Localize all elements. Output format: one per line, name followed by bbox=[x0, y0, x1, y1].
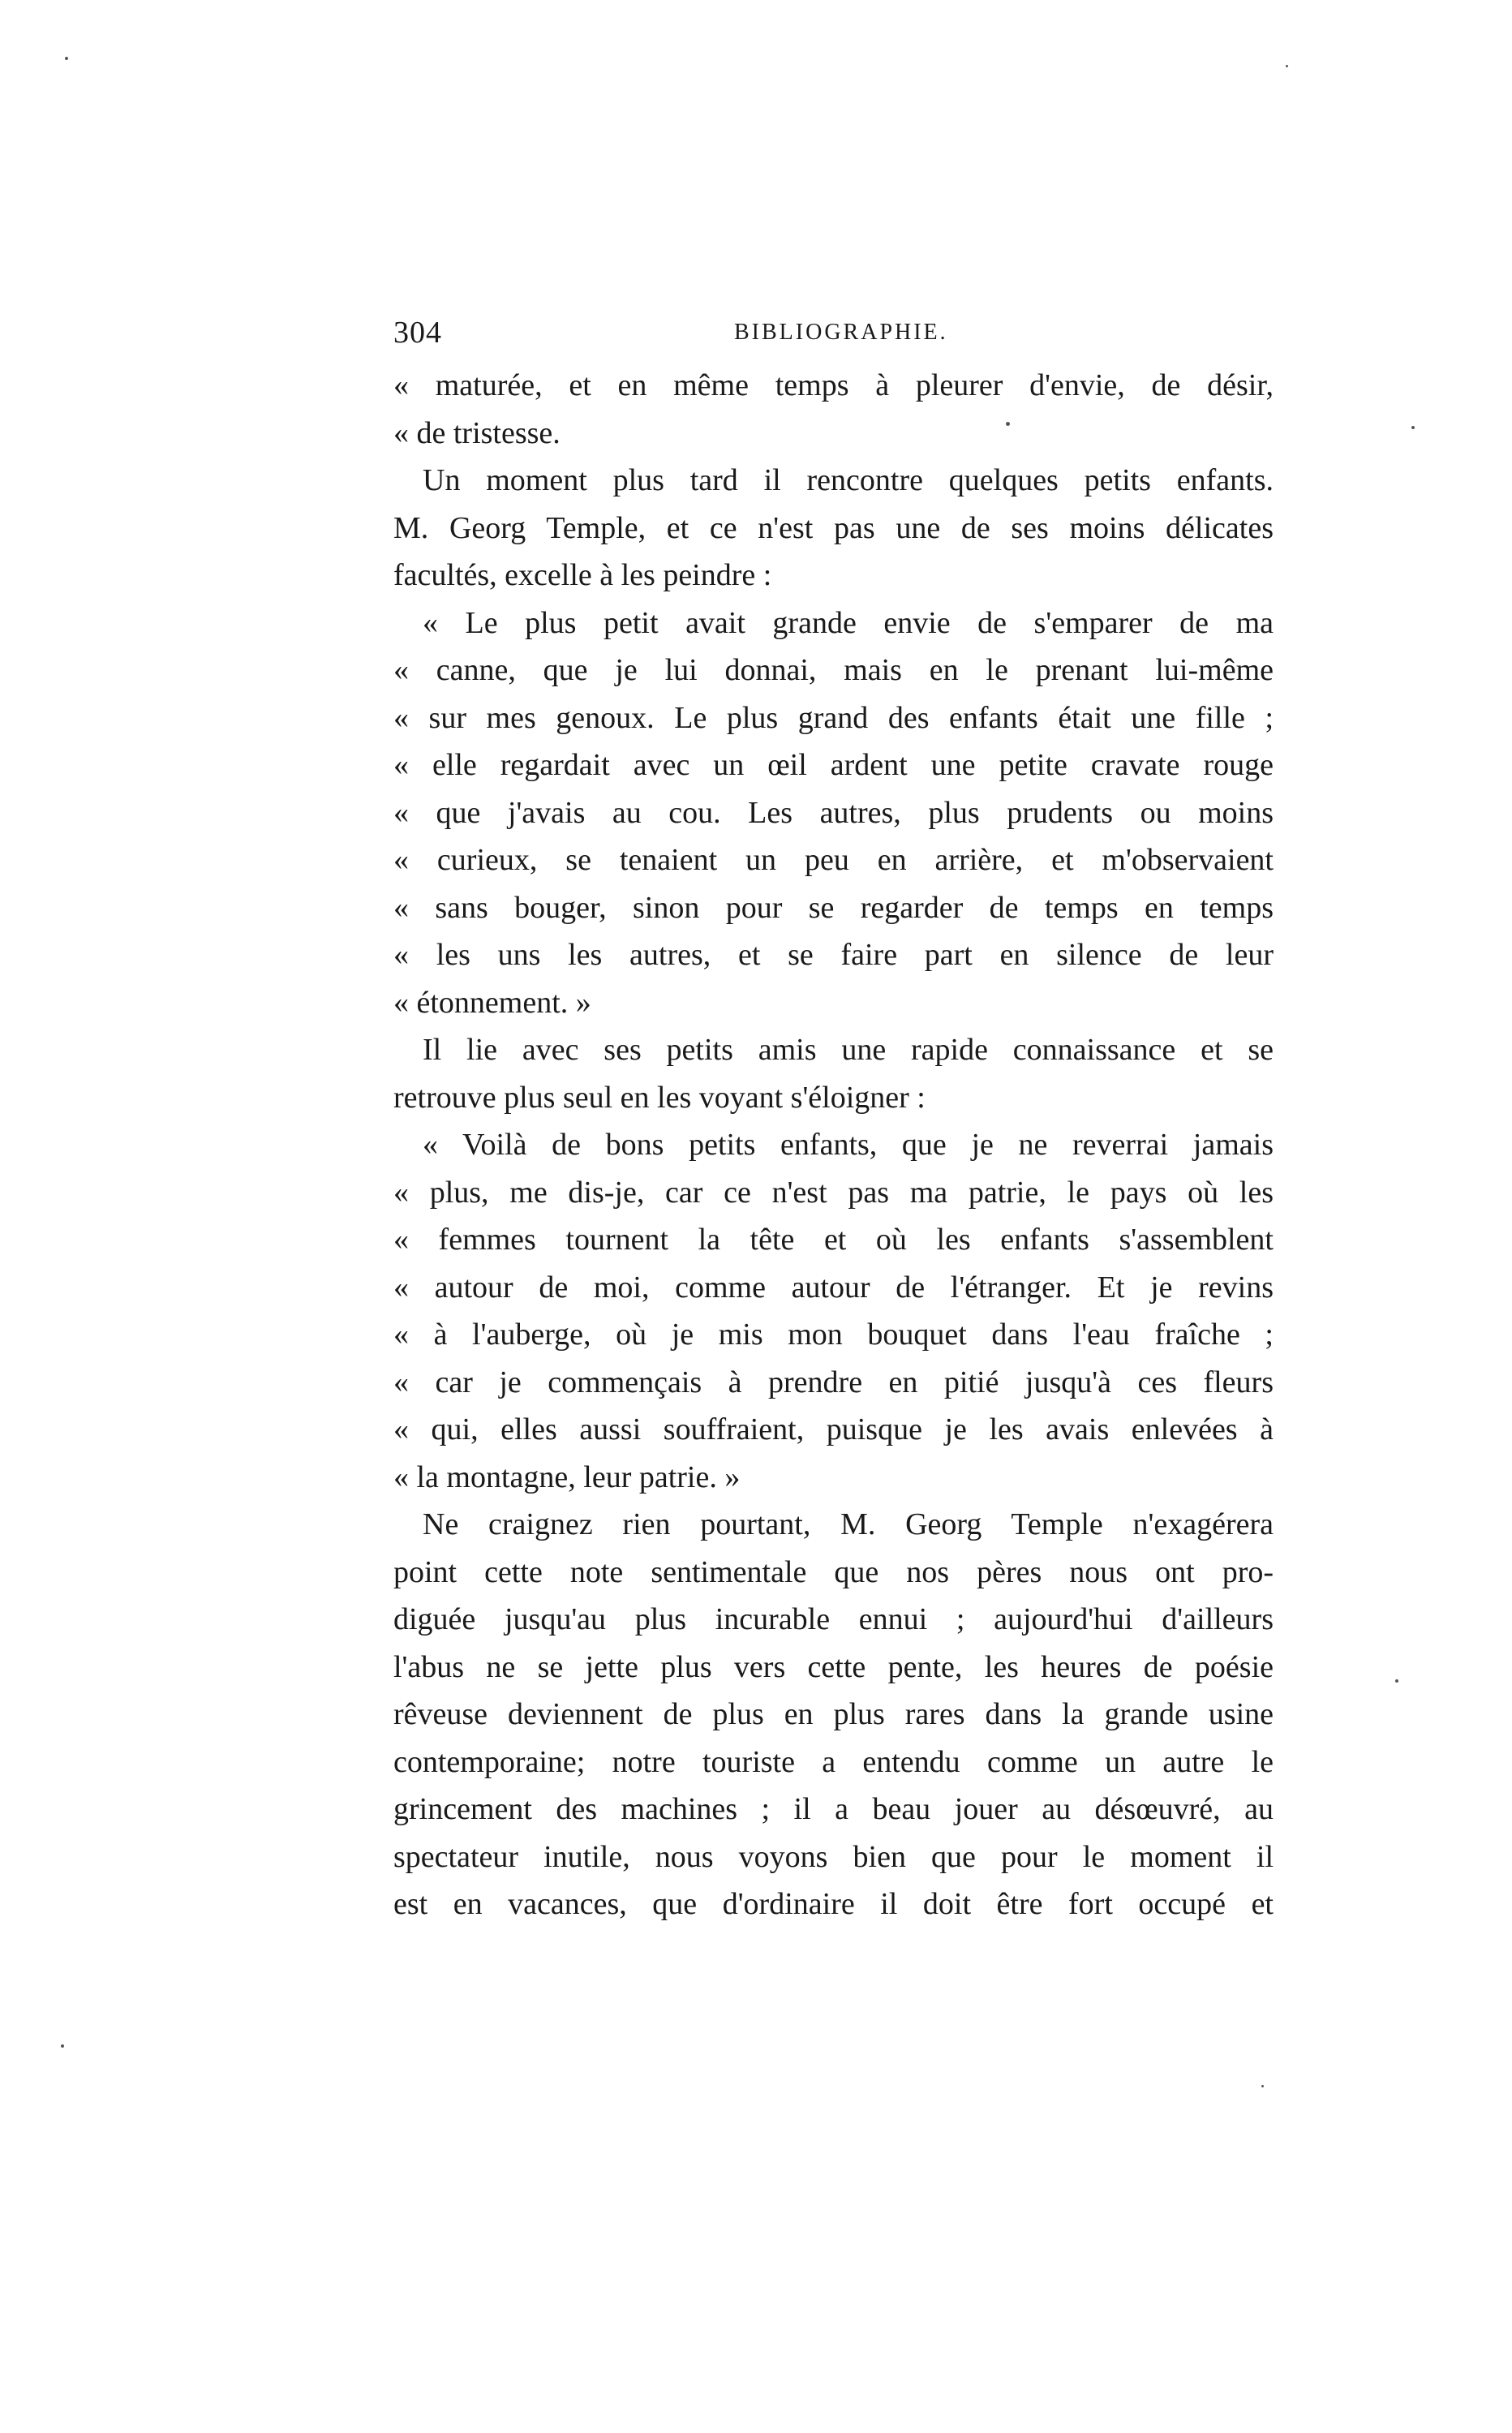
text-line: contemporaine; notre touriste a entendu comme un autre le bbox=[393, 1744, 1274, 1779]
scan-speck bbox=[1286, 65, 1288, 67]
text-line: « plus, me dis-je, car ce n'est pas ma patrie, le pays où les bbox=[393, 1175, 1274, 1210]
text-line: « sur mes genoux. Le plus grand des enfants était une fille ; bbox=[393, 700, 1274, 735]
text-line: « maturée, et en même temps à pleurer d'envie, de désir, bbox=[393, 368, 1274, 402]
text-line: « canne, que je lui donnai, mais en le prenant lui-même bbox=[393, 653, 1274, 687]
page-number: 304 bbox=[393, 316, 442, 350]
text-line: diguée jusqu'au plus incurable ennui ; aujourd'hui d'ailleurs bbox=[393, 1602, 1274, 1636]
text-line: spectateur inutile, nous voyons bien que pour le moment il bbox=[393, 1839, 1274, 1874]
scan-speck bbox=[1411, 426, 1415, 429]
text-line: « Le plus petit avait grande envie de s'emparer de ma bbox=[423, 605, 1274, 640]
text-line: grincement des machines ; il a beau jouer au désœuvré, au bbox=[393, 1792, 1274, 1826]
text-line: « Voilà de bons petits enfants, que je ne reverrai jamais bbox=[423, 1128, 1274, 1162]
text-line: point cette note sentimentale que nos pères nous ont pro- bbox=[393, 1554, 1274, 1589]
scan-speck bbox=[1261, 2085, 1264, 2087]
text-line: « qui, elles aussi souffraient, puisque je les avais enlevées à bbox=[393, 1412, 1274, 1446]
text-line: « à l'auberge, où je mis mon bouquet dans l'eau fraîche ; bbox=[393, 1318, 1274, 1352]
scan-speck bbox=[61, 2044, 64, 2048]
text-line: « femmes tournent la tête et où les enfants s'assemblent bbox=[393, 1223, 1274, 1257]
text-line: rêveuse deviennent de plus en plus rares dans la grande usine bbox=[393, 1697, 1274, 1731]
text-line: « les uns les autres, et se faire part en silence de leur bbox=[393, 938, 1274, 972]
text-line: l'abus ne se jette plus vers cette pente, les heures de poésie bbox=[393, 1649, 1274, 1684]
text-line: Un moment plus tard il rencontre quelques petits enfants. bbox=[423, 463, 1274, 497]
text-line: Il lie avec ses petits amis une rapide connaissance et se bbox=[423, 1033, 1274, 1067]
text-line: est en vacances, que d'ordinaire il doit être fort occupé et bbox=[393, 1887, 1274, 1921]
running-title: BIBLIOGRAPHIE. bbox=[734, 320, 948, 345]
text-line: M. Georg Temple, et ce n'est pas une de ses moins délicates bbox=[393, 510, 1274, 545]
page-header bbox=[393, 315, 1274, 355]
text-line: « car je commençais à prendre en pitié jusqu'à ces fleurs bbox=[393, 1365, 1274, 1399]
scan-speck bbox=[65, 57, 68, 60]
body-text bbox=[393, 362, 1274, 1928]
text-line: « sans bouger, sinon pour se regarder de temps en temps bbox=[393, 890, 1274, 925]
text-line: « étonnement. » bbox=[393, 985, 591, 1020]
text-line: « elle regardait avec un œil ardent une petite cravate rouge bbox=[393, 748, 1274, 782]
text-line: « de tristesse. bbox=[393, 415, 561, 450]
text-line: facultés, excelle à les peindre : bbox=[393, 558, 772, 592]
scan-speck bbox=[1006, 422, 1010, 426]
text-line: Ne craignez rien pourtant, M. Georg Temple n'exagérera bbox=[423, 1507, 1274, 1541]
text-line: « autour de moi, comme autour de l'étranger. Et je revins bbox=[393, 1270, 1274, 1305]
text-line: retrouve plus seul en les voyant s'éloigner : bbox=[393, 1080, 926, 1115]
text-line: « la montagne, leur patrie. » bbox=[393, 1459, 741, 1494]
scan-speck bbox=[1395, 1679, 1398, 1683]
text-line: « curieux, se tenaient un peu en arrière, et m'observaient bbox=[393, 843, 1274, 877]
text-line: « que j'avais au cou. Les autres, plus prudents ou moins bbox=[393, 795, 1274, 830]
